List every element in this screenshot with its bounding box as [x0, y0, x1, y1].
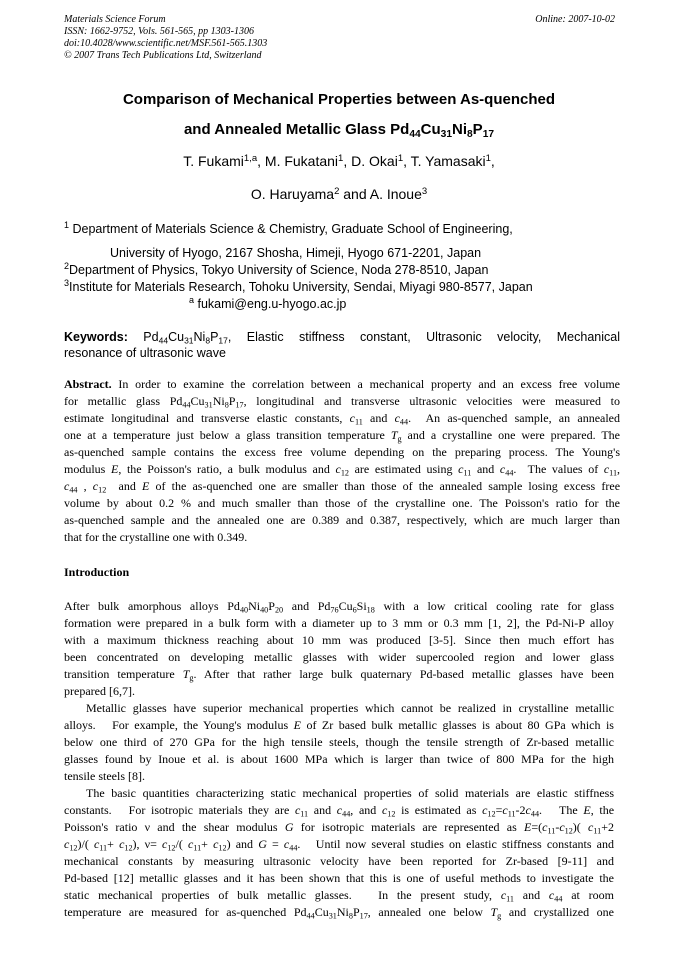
- abstract-line-2: for metallic glass $Pd_{44}Cu_{31}Ni_8P_{17}$, longitudinal and transverse ultrasonic velocities were measured to: [64, 394, 620, 410]
- paper-title-line-2: [0, 121, 678, 141]
- intro-line-11: tensile steels [8].: [64, 769, 145, 783]
- intro-line-13: constants. For isotropic materials they are $c_{11}$ and $c_{44}$, and $c_{12}$ is estimated as $c_{12}=c_{11}-2c_{44}$. The E, the: [64, 803, 615, 819]
- issn-line: ISSN: 1662-9752, Vols. 561-565, pp 1303-1306: [64, 26, 254, 37]
- keywords-line-2: resonance of ultrasonic wave: [64, 346, 226, 360]
- abstract-label: Abstract.: [64, 377, 112, 391]
- abstract-line-9: as-quenched sample and the annealed one are 0.389 and 0.387, respectively, which are much larger than: [64, 513, 620, 527]
- intro-line-15: $c_{12})/$( $c_{11}+ c_{12}$), $\nu= c_{12}/$( $c_{11}+ c_{12}$) and $G = c_{44}$. Until now several studies on elastic stiffness constants and: [64, 837, 614, 853]
- introduction-heading: Introduction: [64, 565, 130, 579]
- intro-line-19: temperature are measured for as-quenched $Pd_{44}Cu_{31}Ni_8P_{17}$, annealed one below $T_g$ and crystallized one: [64, 905, 614, 921]
- affiliation-2: $^2$Department of Physics, Tokyo University of Science, Noda 278-8510, Japan: [64, 261, 489, 277]
- affiliation-1a: $^1$ Department of Materials Science & Chemistry, Graduate School of Engineering,: [64, 220, 513, 236]
- author-email: $^a$ fukami@eng.u-hyogo.ac.jp: [189, 295, 347, 311]
- abstract-line-8: volume by about 0.2 % and much smaller than those of the crystalline one. The Poisson's ratio for the: [64, 496, 620, 510]
- intro-line-10: glasses found by Inoue et al. is about 1600 MPa which is larger than twice of 800 MPa for the high: [64, 752, 614, 766]
- intro-line-5: transition temperature $T_g$. After that rather large bulk quaternary Pd-based metallic glasses have been: [64, 667, 614, 683]
- abstract-line-10: that for the crystalline one with 0.349.: [64, 530, 248, 544]
- doi-line: doi:10.4028/www.scientific.net/MSF.561-565.1303: [64, 38, 268, 49]
- intro-line-17: Pd-based [12] metallic glasses and it has been shown that this is one of useful methods to investigate the: [64, 871, 614, 885]
- intro-line-12: The basic quantities characterizing static mechanical properties of solid materials are elastic stiffness: [86, 786, 614, 800]
- intro-line-7: Metallic glasses have superior mechanical properties which cannot be realized in crystalline metallic: [86, 701, 614, 715]
- intro-line-2: formation were prepared in a bulk form with a diameter up to 3 mm or 0.3 mm [1, 2], the Pd-Ni-P alloy: [64, 616, 614, 630]
- intro-line-1: After bulk amorphous alloys $Pd_{40}Ni_{40}P_{20}$ and $Pd_{76}Cu_6Si_{18}$ with a low critical cooling rate for glass: [64, 599, 614, 615]
- online-date: Online: 2007-10-02: [535, 14, 615, 25]
- authors-line-2: O. Haruyama$^2$ and A. Inoue$^3$: [250, 185, 428, 202]
- keywords-label: Keywords:: [64, 330, 128, 344]
- copyright-line: © 2007 Trans Tech Publications Ltd, Switzerland: [64, 50, 262, 61]
- abstract-line-3: estimate longitudinal and transverse elastic constants, $c_{11}$ and $c_{44}$. An as-quenched sample, an annealed: [64, 411, 621, 427]
- intro-line-6: prepared [6,7].: [64, 684, 135, 698]
- abstract-line-4: one at a temperature just below a glass transition temperature $T_g$ and a crystalline one were prepared. The: [64, 428, 620, 444]
- abstract-line-1: Abstract. In order to examine the correlation between a mechanical property and an excess free volume: [64, 377, 620, 391]
- intro-line-16: mechanical constants by measuring ultrasonic velocity have been reported for Zr-based [9-11] and: [64, 854, 614, 868]
- abstract-line-5: as-quenched sample contains the excess free volume depending on the preparing process. The Young's: [64, 445, 620, 459]
- intro-line-18: static mechanical properties of bulk metallic glasses. In the present study, $c_{11}$ and $c_{44}$ at room: [64, 888, 614, 904]
- paper-title-line-1: Comparison of Mechanical Properties between As-quenched: [122, 91, 556, 108]
- intro-line-8: alloys. For example, the Young's modulus E of Zr based bulk metallic glasses is about 80 GPa which is: [64, 718, 614, 732]
- keywords-line-1: Keywords: $Pd_{44}Cu_{31}Ni_8P_{17}$, Elastic stiffness constant, Ultrasonic velocity, Mechanical: [64, 330, 620, 346]
- affiliation-3: $^3$Institute for Materials Research, Tohoku University, Sendai, Miyagi 980-8577, Japan: [64, 278, 533, 294]
- intro-line-4: been concentrated on developing metallic glasses with wider supercooled region and lower glass: [64, 650, 614, 664]
- intro-line-3: with a maximum thickness reaching about 10 mm was produced [3-5]. Since then much effort has: [64, 633, 614, 647]
- intro-line-14: Poisson's ratio ν and the shear modulus G for isotropic materials are represented as $E=(c_{11}-c_{12})$( $c_{11}+2$: [64, 820, 614, 836]
- affiliation-1b: University of Hyogo, 2167 Shosha, Himeji, Hyogo 671-2201, Japan: [110, 246, 482, 260]
- title-line-2-text: and Annealed Metallic Glass $Pd_{44}Cu_{31}Ni_8P_{17}$: [183, 121, 495, 141]
- authors-line-1: T. Fukami$^{1,a}$, M. Fukatani$^1$, D. Okai$^1$, T. Yamasaki$^1$,: [183, 152, 495, 169]
- abstract-line-6: modulus E, the Poisson's ratio, a bulk modulus and $c_{12}$ are estimated using $c_{11}$ and $c_{44}$. The values of $c_{11}$,: [64, 462, 621, 478]
- journal-name: Materials Science Forum: [64, 14, 166, 25]
- intro-line-9: below one third of 270 GPa for the high tensile steels, though the tensile strength of Zr-based metallic: [64, 735, 614, 749]
- abstract-line-7: $c_{44}$ , $c_{12}$ and E of the as-quenched one are smaller than those of the annealed sample losing excess free: [64, 479, 621, 495]
